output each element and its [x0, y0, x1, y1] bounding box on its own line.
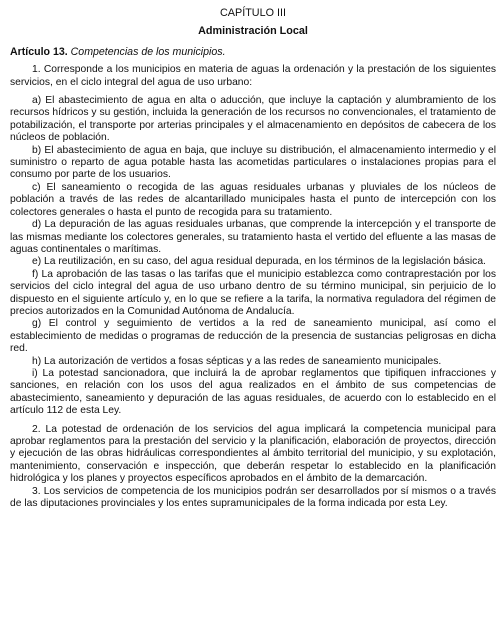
list-item-f: f) La aprobación de las tasas o las tarifas que el municipio establezca como contraprestación por los servicios del ciclo integral del agua de uso urbano dentro de su término municipal, sin perjuicio de lo dispuesto en el siguiente artículo y, en lo que se refiere a la tarifa, la normativa reguladora del régimen de precios autorizados en la Comunidad Autónoma de Andalucía.: [10, 268, 496, 317]
list-item-h: h) La autorización de vertidos a fosas sépticas y a las redes de saneamiento municipales.: [32, 355, 442, 367]
paragraph-3: 3. Los servicios de competencia de los municipios podrán ser desarrollados por sí mismos o a través de las diputaciones provinciales y los entes supramunicipales de la forma indicada por esta Ley.: [10, 485, 496, 510]
list-item-d: d) La depuración de las aguas residuales urbanas, que comprende la intercepción y el transporte de las mismas mediante los colectores generales, su tratamiento hasta el vertido del efluente a las masas de aguas continentales o marítimas.: [10, 219, 496, 255]
list-item-g: g) El control y seguimiento de vertidos a la red de saneamiento municipal, así como el establecimiento de medidas o programas de reducción de la presencia de sustancias peligrosas en dicha red.: [10, 318, 496, 355]
item-list: [10, 95, 496, 418]
chapter-heading: Administración Local: [198, 25, 308, 38]
article-number: Artículo 13.: [10, 45, 68, 58]
paragraph-2: 2. La potestad de ordenación de los servicios del agua implicará la competencia municipal para aprobar reglamentos para la prestación del servicio y la planificación, elaboración de proyectos, dirección y ejecución de las obras hidráulicas correspondientes al ámbito territorial del municipio, y su explotación, mantenimiento, conservación e inspección, que deberán respetar lo establecido en la planificación hidrológica y los planes y proyectos específicos aprobados en el ámbito de la demarcación.: [10, 423, 496, 485]
chapter-label: CAPÍTULO III: [220, 7, 286, 19]
list-item-c: c) El saneamiento o recogida de las aguas residuales urbanas y pluviales de los núcleos de población a través de las redes de alcantarillado municipales hasta el punto de intercepción con los colectores generales o hasta el punto de recogida para su tratamiento.: [10, 181, 496, 218]
article-name: Competencias de los municipios.: [70, 45, 226, 58]
list-item-e: e) La reutilización, en su caso, del agua residual depurada, en los términos de la legislación básica.: [32, 256, 486, 268]
list-item-b: b) El abastecimiento de agua en baja, que incluye su distribución, el almacenamiento intermedio y el suministro o reparto de agua potable hasta las acometidas particulares o instalaciones propias para el consumo por parte de los usuarios.: [10, 144, 496, 181]
paragraph-1-intro: 1. Corresponde a los municipios en materia de aguas la ordenación y la prestación de los siguientes servicios, en el ciclo integral del agua de uso urbano:: [10, 64, 496, 88]
article-title: [10, 46, 496, 58]
list-item-a: a) El abastecimiento de agua en alta o aducción, que incluye la captación y alumbramiento de los recursos hídricos y su gestión, incluida la generación de los recursos no convencionales, el tratamiento de potabilización, el transporte por arterias principales y el almacenamiento en depósitos de cabecera de los núcleos de población.: [10, 95, 496, 144]
list-item-i: i) La potestad sancionadora, que incluirá la de aprobar reglamentos que tipifiquen infracciones y sanciones, en relación con los usos del agua realizados en el ámbito de sus competencias de abastecimiento, saneamiento y depuración de las aguas residuales, de acuerdo con lo establecido en el artículo 112 de esta Ley.: [10, 367, 496, 417]
